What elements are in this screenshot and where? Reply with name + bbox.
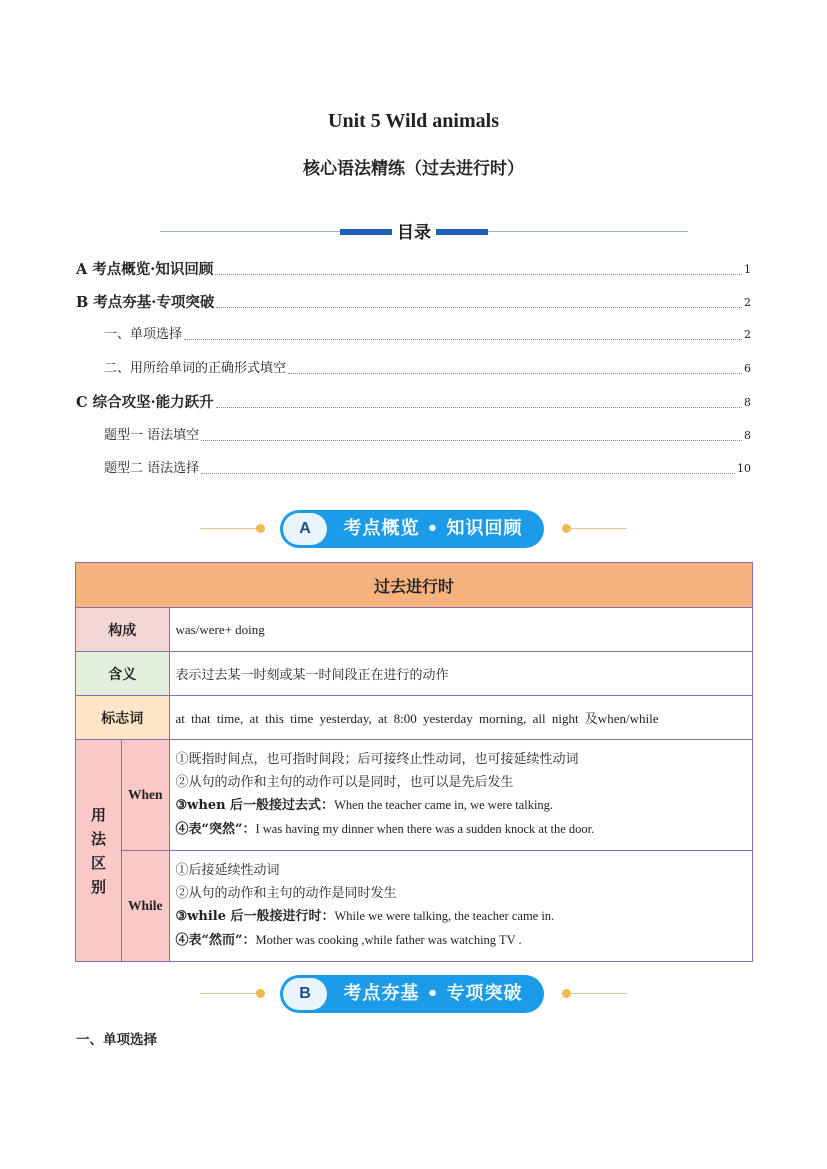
toc-heading [160, 218, 688, 244]
toc-item[interactable] [104, 460, 751, 478]
usage-char: 法 [90, 829, 106, 848]
document-title: Unit 5 Wild animals [328, 110, 499, 132]
usage-char: 用 [90, 805, 106, 824]
toc-item-label: B 考点夯基·专项突破 [76, 294, 215, 311]
when-line-1: ①既指时间点，也可指时间段；后可接终止性动词，也可接延续性动词 [175, 752, 579, 767]
banner-pill [280, 510, 544, 548]
toc-item-page: 8 [744, 429, 751, 442]
toc-item-label: C 综合攻坚·能力跃升 [76, 394, 214, 411]
when-line-3-bold: ③when 后一般接过去式： [175, 798, 335, 813]
toc-item-label: 题型二 语法选择 [104, 461, 200, 476]
grammar-table [75, 562, 753, 962]
toc-item-label: 一、单项选择 [104, 327, 183, 342]
banner-text: 考点概览 • 知识回顾 [343, 518, 523, 539]
banner-letter: B [283, 978, 327, 1010]
toc-bar-left [340, 229, 392, 235]
toc-heading-label: 目录 [392, 218, 436, 243]
banner-text: 考点夯基 • 专项突破 [343, 983, 523, 1004]
banner-wing-left [200, 993, 260, 994]
toc-item-label: 题型一 语法填空 [104, 428, 200, 443]
when-line-3-text: When the teacher came in, we were talking. [334, 798, 554, 812]
row-key-meaning: 含义 [76, 652, 170, 696]
while-line-3 [176, 905, 746, 929]
when-line-4-text: I was having my dinner when there was a sudden knock at the door. [255, 821, 595, 836]
toc-item-page: 10 [737, 462, 751, 475]
toc-item-label: A 考点概览·知识回顾 [76, 261, 214, 278]
row-key-structure: 构成 [76, 608, 170, 652]
row-value-structure: was/were+ doing [169, 608, 752, 652]
toc-item-page: 1 [744, 263, 751, 276]
usage-char: 别 [90, 877, 106, 896]
while-line-3-bold: ③while 后一般接进行时： [175, 909, 335, 924]
toc-item[interactable] [76, 394, 751, 412]
toc-item-page: 8 [744, 396, 751, 409]
while-details [169, 851, 752, 962]
banner-letter: A [283, 513, 327, 545]
banner-dot-left [256, 524, 265, 533]
when-details [169, 740, 752, 851]
when-line-3 [176, 794, 746, 818]
grammar-table-title: 过去进行时 [76, 563, 753, 608]
while-line-2: ②从句的动作和主句的动作是同时发生 [175, 885, 397, 901]
row-key-signal-words: 标志词 [76, 696, 170, 740]
toc-leader [216, 307, 742, 308]
toc-leader [288, 373, 742, 374]
when-line-4 [176, 818, 746, 842]
toc-leader [201, 473, 735, 474]
while-line-4 [176, 929, 746, 953]
banner-wing-left [200, 528, 260, 529]
toc-bar-right [436, 229, 488, 235]
when-line-4-bold: ④表“突然”： [175, 821, 256, 837]
row-value-meaning: 表示过去某一时刻或某一时间段正在进行的动作 [169, 652, 752, 696]
while-label: While [122, 851, 170, 962]
while-line-1: ①后接延续性动词 [175, 863, 280, 878]
toc-item-label: 二、用所给单词的正确形式填空 [104, 361, 287, 376]
usage-char: 区 [90, 853, 106, 872]
toc-item[interactable] [76, 294, 751, 312]
banner-dot-left [256, 989, 265, 998]
toc-item[interactable] [76, 261, 751, 279]
document-subtitle: 核心语法精练（过去进行时） [303, 159, 524, 179]
toc-item[interactable] [104, 326, 751, 344]
while-line-3-text: While we were talking, the teacher came in. [334, 909, 555, 923]
section-heading: 一、单项选择 [76, 1032, 157, 1048]
toc-item-page: 2 [744, 296, 751, 309]
toc-item[interactable] [104, 427, 751, 445]
section-banner-a [200, 509, 627, 549]
usage-label [76, 740, 122, 962]
banner-wing-right [567, 993, 627, 994]
banner-wing-right [567, 528, 627, 529]
when-line-2: ②从句的动作和主句的动作可以是同时，也可以是先后发生 [175, 774, 514, 790]
row-value-signal-words: at that time, at this time yesterday, at 8:00 yesterday morning, all night 及when/while [169, 696, 752, 740]
section-banner-b [200, 974, 627, 1014]
banner-pill [280, 975, 544, 1013]
toc-item-page: 2 [744, 328, 751, 341]
while-line-4-text: Mother was cooking ,while father was watching TV . [255, 932, 522, 947]
toc-item[interactable] [104, 360, 751, 378]
toc-leader [184, 339, 742, 340]
toc-leader [215, 274, 742, 275]
when-label: When [122, 740, 170, 851]
toc-leader [216, 407, 742, 408]
while-line-4-bold: ④表“然而”： [175, 932, 256, 948]
toc-item-page: 6 [744, 362, 751, 375]
toc-leader [201, 440, 742, 441]
